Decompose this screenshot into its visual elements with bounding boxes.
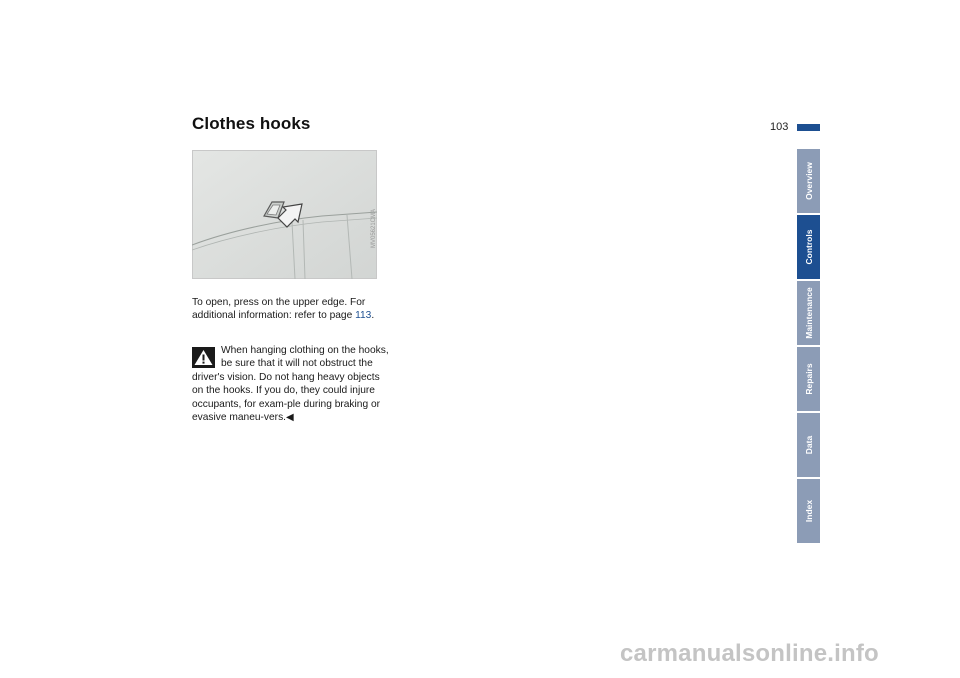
tab-label: Maintenance [803,287,814,339]
warning-text: When hanging clothing on the hooks, be sure that it will not obstruct the driver's vision. Do not hang heavy objects on the hooks. If you do, they could injure occupants, for exam-ple during braking or evasive maneu-vers. [192,345,389,424]
page-title: Clothes hooks [192,114,311,133]
figure-code: MV05621CMA [371,208,377,248]
watermark: carmanualsonline.info [620,640,879,667]
tab-index[interactable] [797,479,820,543]
tab-label: Controls [803,229,814,265]
tab-label: Data [803,435,814,455]
body-text-start: To open, press on the upper edge. For additional information: refer to page [192,297,366,322]
tab-repairs[interactable] [797,347,820,411]
tab-label: Overview [803,162,814,200]
tab-controls[interactable] [797,215,820,279]
page-marker [797,124,820,131]
tab-label: Index [803,499,814,523]
tab-label: Repairs [803,363,814,395]
tab-overview[interactable] [797,149,820,213]
body-paragraph [192,296,392,323]
end-mark: ◀ [286,412,294,424]
body-text-end: . [371,310,375,322]
warning-note [192,344,392,424]
section-tabs [797,149,820,545]
tab-data[interactable] [797,413,820,477]
tab-maintenance[interactable] [797,281,820,345]
clothes-hook-illustration [192,150,377,279]
illustration-drawing [192,150,377,279]
page-number: 103 [770,121,789,133]
page-reference-link[interactable]: 113 [355,310,372,322]
warning-icon [192,347,215,368]
